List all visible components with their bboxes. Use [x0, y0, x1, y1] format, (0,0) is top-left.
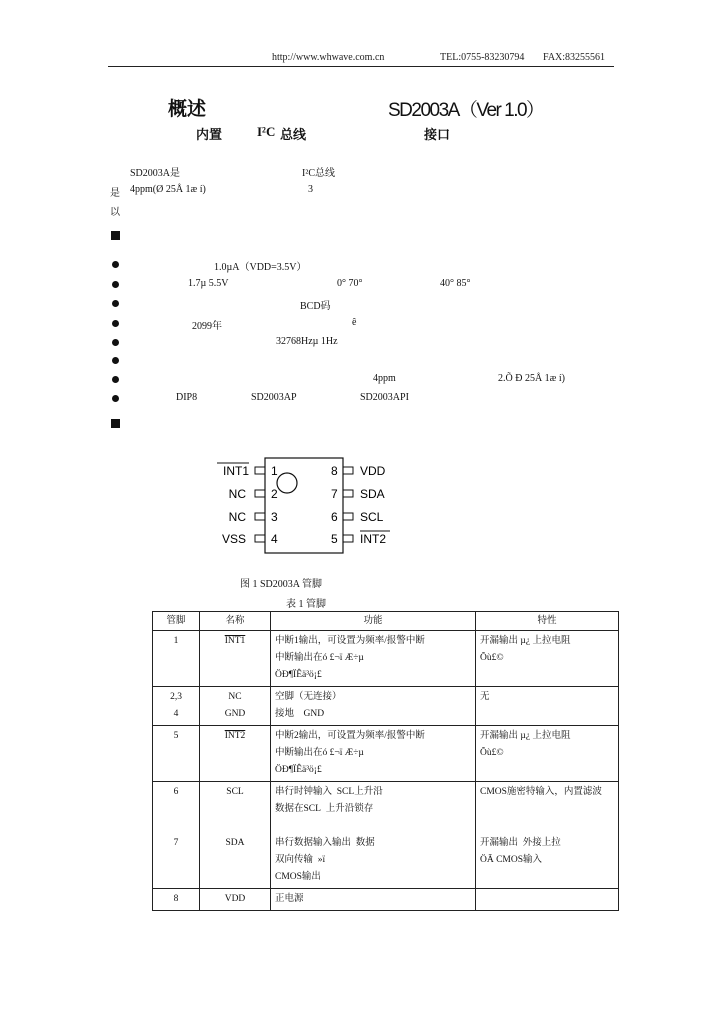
- col-header-feature: 特性: [476, 612, 619, 631]
- subtitle-right: 接口: [424, 127, 451, 142]
- pin-num-3: 3: [271, 510, 278, 524]
- pin-num-8: 8: [331, 464, 338, 478]
- bullet-icon: [112, 281, 119, 288]
- header-tel: TEL:0755-83230794: [440, 52, 525, 63]
- feature-5: 32768Hzµ 1Hz: [276, 336, 338, 347]
- header-rule: [108, 66, 614, 67]
- table-row: [153, 687, 619, 726]
- bullet-icon: [112, 320, 119, 327]
- title-left: 概述: [168, 99, 207, 120]
- cell-text: GND: [303, 709, 325, 719]
- cell-feature: [476, 726, 619, 782]
- pin-num-4: 4: [271, 532, 278, 546]
- feature-2a: 1.7µ 5.5V: [188, 278, 229, 289]
- cell-text: [275, 706, 471, 723]
- pin-label-vss: VSS: [221, 532, 246, 546]
- cell-text: 串行数据输入输出: [275, 838, 352, 848]
- cell-text: ÖÐ¶ÏÊä³ö¡£: [275, 765, 322, 775]
- cell-text: CMOS施密特输入，内置滤波: [480, 787, 602, 797]
- cell-text: 数据在SCL: [275, 804, 321, 814]
- header-fax: FAX:83255561: [543, 52, 606, 63]
- cell-text: 4: [173, 709, 179, 719]
- pin-label-sda: SDA: [360, 487, 385, 501]
- bullet-icon: [112, 339, 119, 346]
- bullet-icon: [112, 261, 119, 268]
- cell-text: ÖÃ CMOS输入: [480, 855, 543, 865]
- feature-7b: 2.Õ Ð 25Å 1æ í): [498, 373, 565, 384]
- cell-name: INT2: [200, 726, 271, 782]
- feature-8b: SD2003AP: [251, 392, 297, 403]
- pin-num-1: 1: [271, 464, 278, 478]
- pin-pad: [255, 467, 265, 474]
- cell-text: 7: [173, 838, 179, 848]
- cell-feature: [476, 687, 619, 726]
- cell-text: Õù£©: [480, 748, 504, 758]
- cell-text: GND: [224, 709, 246, 719]
- cell-text: 双向传输: [275, 855, 314, 865]
- pin-pad: [343, 467, 353, 474]
- table-caption: 表 1 管脚: [286, 599, 326, 610]
- cell-text: 开漏输出 µ¿ 上拉电阻: [480, 731, 571, 741]
- cell-text: 2,3: [170, 692, 182, 702]
- cell-function: [271, 782, 476, 889]
- subtitle-i2c: I²C: [257, 124, 276, 139]
- section-features-marker: [111, 231, 120, 240]
- cell-text: ÖÐ¶ÏÊä³ö¡£: [275, 670, 322, 680]
- feature-4a: 2099年: [192, 321, 222, 332]
- feature-2b: 0° 70°: [337, 278, 363, 289]
- cell-feature: [476, 889, 619, 911]
- cell-text: 接地: [275, 709, 295, 719]
- cell-function: 正电源: [271, 889, 476, 911]
- page-title: SD2003A（Ver 1.0）: [388, 100, 544, 121]
- cell-name: [200, 782, 271, 889]
- cell-pin: [153, 687, 200, 726]
- pin-pad: [255, 513, 265, 520]
- chip-notch: [277, 473, 297, 493]
- intro-line1-a: SD2003A是: [130, 168, 181, 179]
- cell-text: »ï: [317, 855, 326, 865]
- section-pinout-marker: [111, 419, 120, 428]
- cell-text: 中断输出在ó £¬ï Æ÷µ: [275, 653, 364, 663]
- cell-function: [271, 726, 476, 782]
- col-header-function: 功能: [271, 612, 476, 631]
- pin-label-nc: NC: [228, 510, 246, 524]
- intro-line1-b: I²C总线: [302, 168, 335, 179]
- pin-num-7: 7: [331, 487, 338, 501]
- cell-function: [271, 631, 476, 687]
- cell-text: SCL上升沿: [336, 787, 383, 797]
- intro-line2-a: 是: [110, 188, 120, 199]
- cell-text: 外接上拉: [522, 838, 561, 848]
- table-row: [153, 726, 619, 782]
- cell-text: 中断1输出，可设置为频率/报警中断: [275, 636, 425, 646]
- cell-text: 数据: [355, 838, 375, 848]
- cell-name: INT1: [200, 631, 271, 687]
- pin-num-5: 5: [331, 532, 338, 546]
- subtitle-left: 内置: [196, 127, 223, 142]
- feature-3: BCD码: [300, 301, 331, 312]
- cell-text: 串行时钟输入: [275, 787, 333, 797]
- col-header-pin: 管脚: [153, 612, 200, 631]
- cell-pin: 1: [153, 631, 200, 687]
- cell-feature: [476, 631, 619, 687]
- bullet-icon: [112, 357, 119, 364]
- pin-pad: [343, 513, 353, 520]
- feature-8a: DIP8: [176, 392, 198, 403]
- cell-pin: [153, 782, 200, 889]
- cell-text: 中断输出在ó £¬ï Æ÷µ: [275, 748, 364, 758]
- cell-text: [275, 801, 471, 818]
- figure-caption: 图 1 SD2003A 管脚: [240, 579, 322, 590]
- cell-text: 开漏输出: [480, 838, 519, 848]
- cell-text: CMOS输出: [275, 872, 321, 882]
- feature-1: 1.0µA（VDD=3.5V）: [214, 262, 307, 273]
- cell-pin: 8: [153, 889, 200, 911]
- pin-label-int2: INT2: [360, 532, 387, 546]
- cell-text: SDA: [225, 838, 245, 848]
- pin-label-nc: NC: [228, 487, 246, 501]
- cell-text: 无: [480, 692, 490, 702]
- pin-table: [152, 611, 619, 911]
- pin-pad: [255, 490, 265, 497]
- intro-line3: 以: [110, 207, 120, 218]
- intro-line2-b: 4ppm(Ø 25Å 1æ í): [130, 184, 206, 195]
- cell-text: Õù£©: [480, 653, 504, 663]
- bullet-icon: [112, 376, 119, 383]
- pin-pad: [343, 535, 353, 542]
- cell-name: [200, 687, 271, 726]
- cell-function: [271, 687, 476, 726]
- cell-text: 空脚（无连接）: [275, 692, 342, 702]
- cell-text: NC: [228, 692, 242, 702]
- cell-text: 开漏输出 µ¿ 上拉电阻: [480, 636, 571, 646]
- header-url[interactable]: http://www.whwave.com.cn: [272, 52, 385, 63]
- col-header-name: 名称: [200, 612, 271, 631]
- cell-text: [275, 852, 471, 869]
- feature-7a: 4ppm: [373, 373, 396, 384]
- cell-feature: [476, 782, 619, 889]
- cell-text: 6: [173, 787, 179, 797]
- cell-text: SCL: [226, 787, 244, 797]
- table-header-row: [153, 612, 619, 631]
- pin-label-scl: SCL: [360, 510, 384, 524]
- feature-4b: ê: [352, 317, 357, 328]
- pin-num-2: 2: [271, 487, 278, 501]
- bullet-icon: [112, 395, 119, 402]
- pin-label-int1: INT1: [222, 464, 249, 478]
- pin-num-6: 6: [331, 510, 338, 524]
- intro-line2-c: 3: [308, 184, 313, 195]
- feature-2c: 40° 85°: [440, 278, 471, 289]
- pin-label-vdd: VDD: [360, 464, 386, 478]
- cell-pin: 5: [153, 726, 200, 782]
- feature-8c: SD2003API: [360, 392, 409, 403]
- cell-text: [275, 835, 471, 852]
- cell-text: [275, 784, 471, 801]
- table-row: [153, 889, 619, 911]
- cell-text: 上升沿锁存: [325, 804, 374, 814]
- cell-name: VDD: [200, 889, 271, 911]
- pin-pad: [255, 535, 265, 542]
- cell-text: 中断2输出，可设置为频率/报警中断: [275, 731, 425, 741]
- cell-text: [480, 835, 614, 852]
- subtitle-mid: 总线: [280, 127, 307, 142]
- bullet-icon: [112, 300, 119, 307]
- table-row: [153, 782, 619, 889]
- pinout-diagram: [200, 450, 410, 560]
- table-row: [153, 631, 619, 687]
- pin-pad: [343, 490, 353, 497]
